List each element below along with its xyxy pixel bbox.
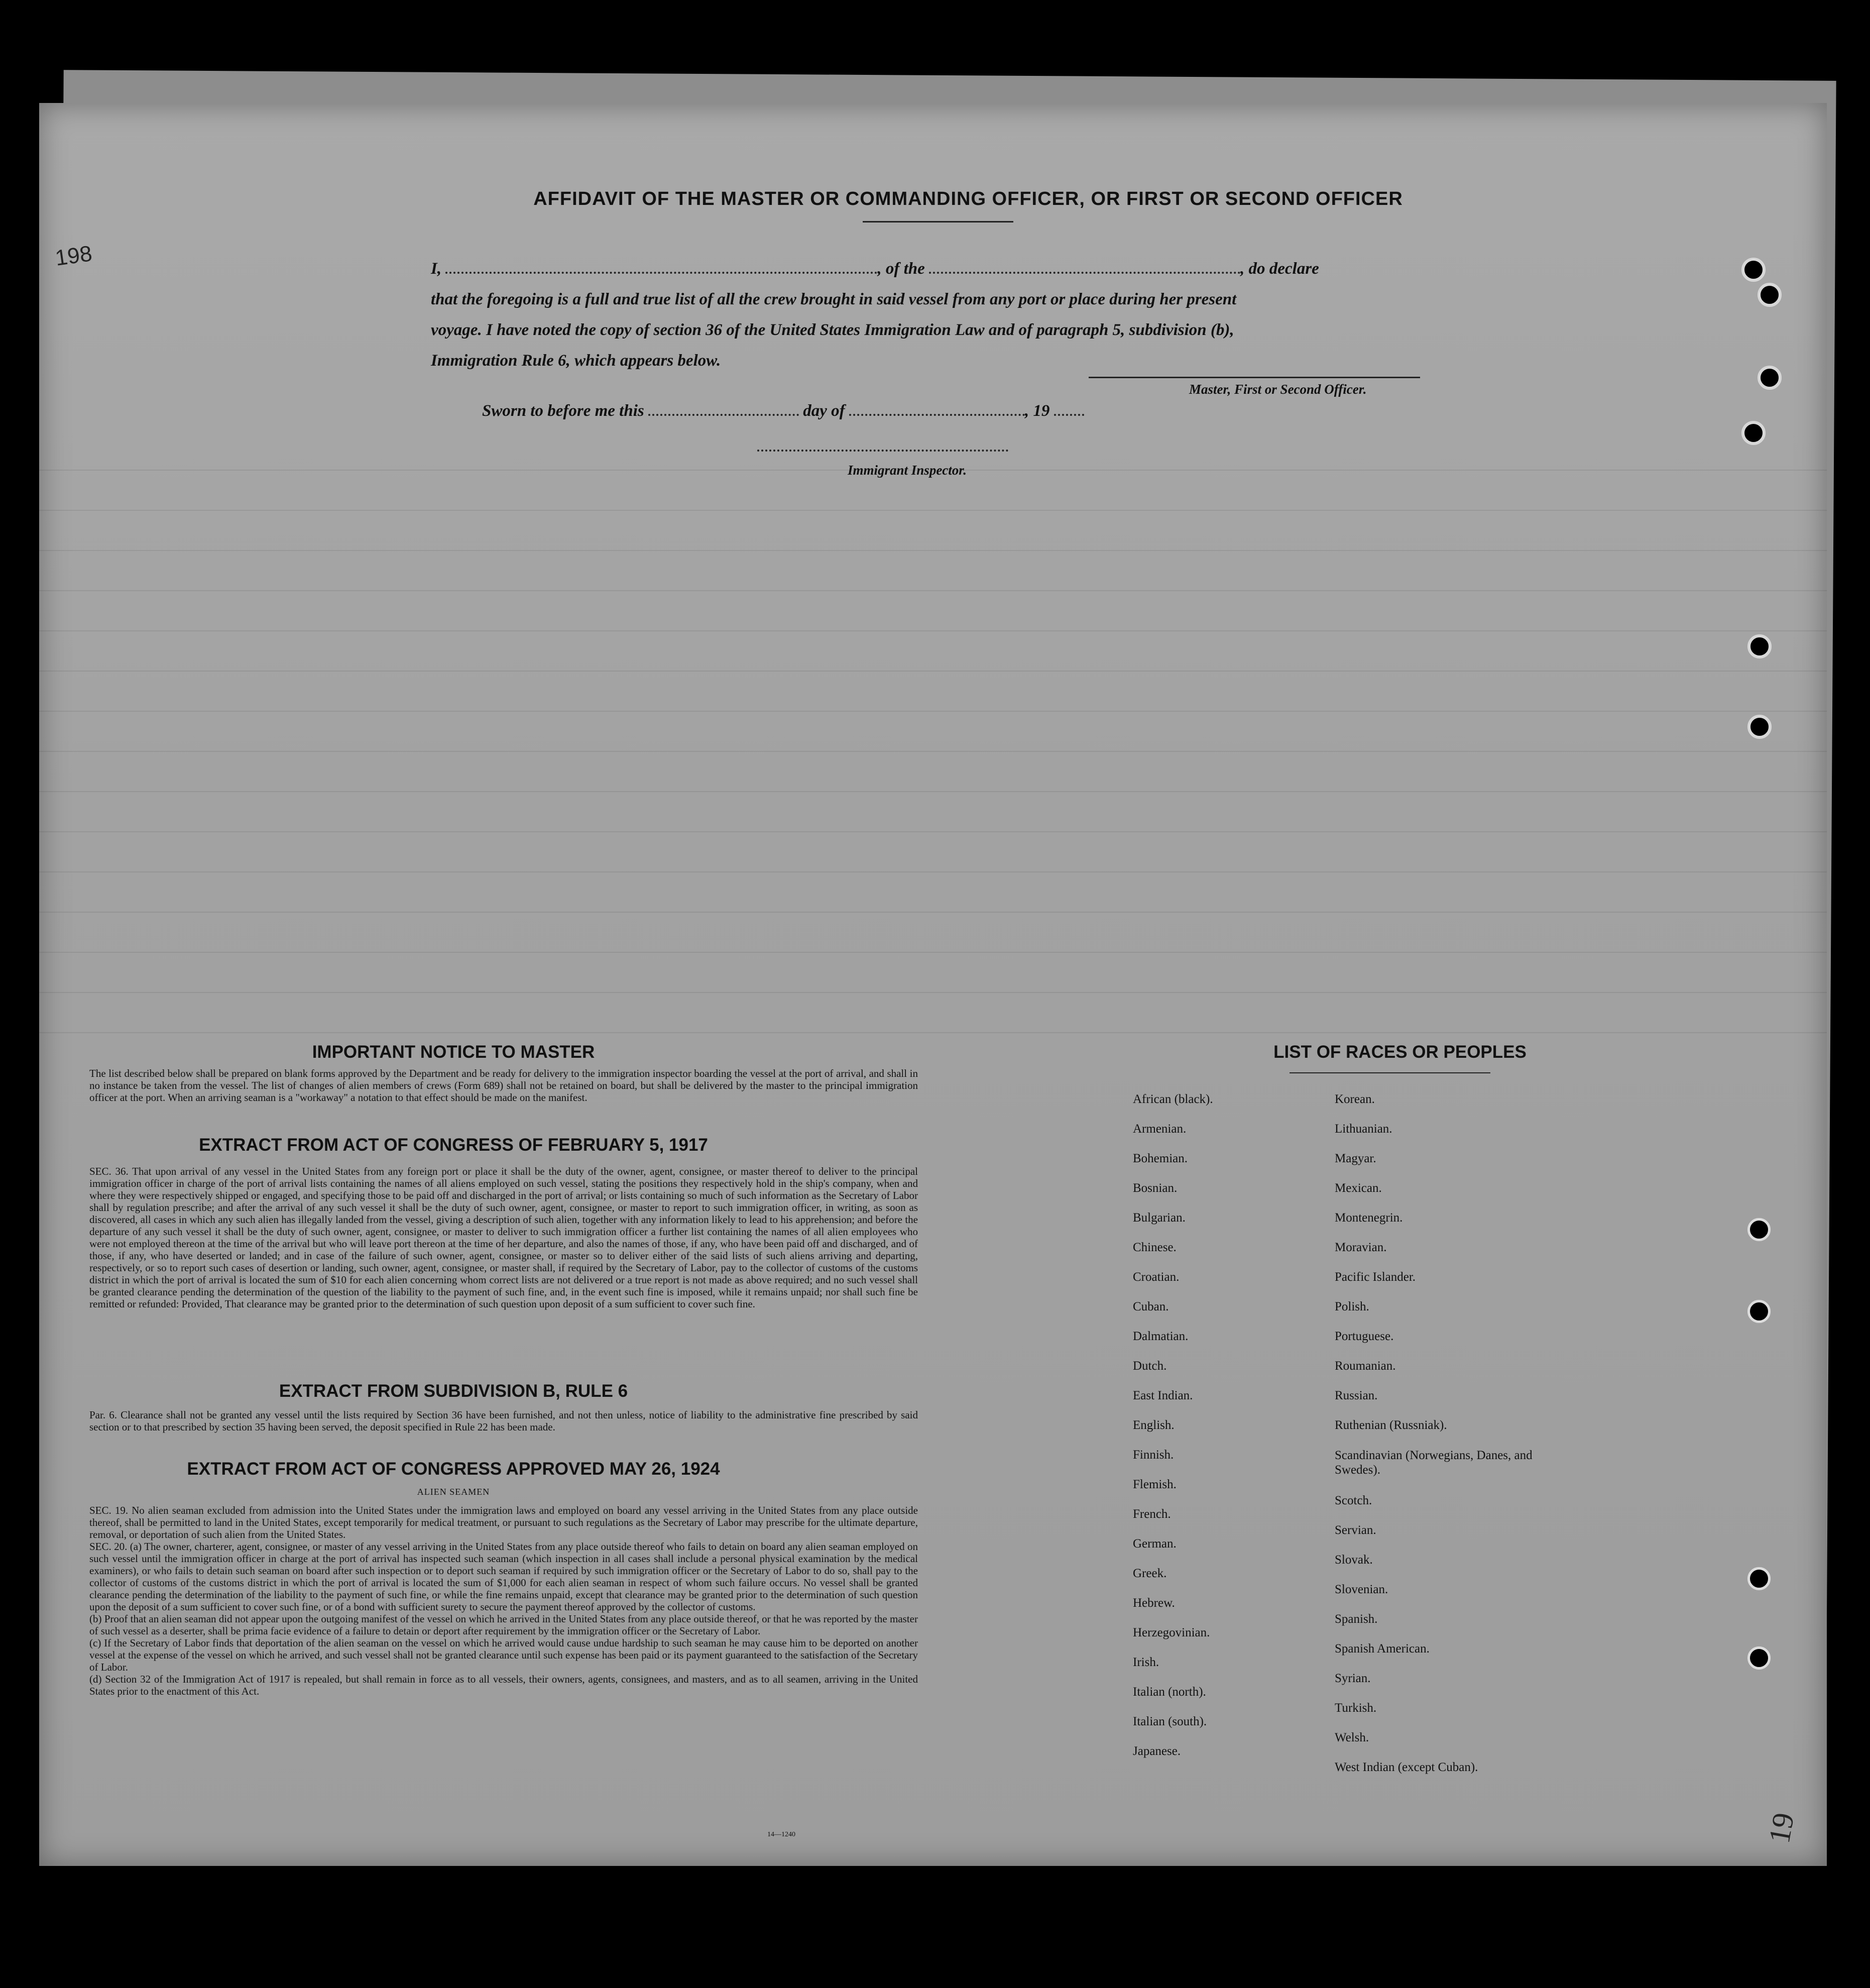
race-item: Hebrew. [1133, 1596, 1175, 1610]
binder-hole [1758, 366, 1782, 390]
race-item: Italian (south). [1133, 1715, 1207, 1728]
binder-hole [1741, 258, 1766, 282]
race-item: French. [1133, 1507, 1171, 1521]
inspector-signature-label: Immigrant Inspector. [848, 463, 967, 478]
sworn-day-blank[interactable] [648, 414, 799, 416]
extract-1924-subtitle: ALIEN SEAMEN [417, 1487, 490, 1497]
race-item: Pacific Islander. [1335, 1270, 1416, 1284]
binder-hole [1741, 421, 1766, 445]
inspector-signature-line[interactable] [757, 450, 1008, 452]
notice-body: The list described below shall be prepared on blank forms approved by the Department and be ready for delivery to the immigration inspector boarding the vessel at the port of arrival, and shall in no instance be taken from the vessel. The list of changes of alien members of crews (Form 689) shall not be retained on board, but shall be delivered by the master to the principal immigration officer at the port. When an arriving seaman is a "workaway" a notation to that effect should be made on the manifest. [89, 1067, 918, 1103]
extract-1924-title: EXTRACT FROM ACT OF CONGRESS APPROVED MAY 26, 1924 [187, 1459, 720, 1479]
race-item: Cuban. [1133, 1300, 1169, 1313]
race-item: Spanish American. [1335, 1642, 1430, 1655]
affidavit-title: AFFIDAVIT OF THE MASTER OR COMMANDING OFFICER, OR FIRST OR SECOND OFFICER [533, 188, 1403, 209]
title-rule [863, 221, 1013, 223]
race-item: Syrian. [1335, 1672, 1371, 1685]
race-item: Dutch. [1133, 1359, 1167, 1373]
race-item: African (black). [1133, 1092, 1213, 1106]
race-item: Dalmatian. [1133, 1330, 1189, 1343]
master-signature-label: Master, First or Second Officer. [1189, 382, 1367, 397]
race-item: Turkish. [1335, 1701, 1377, 1715]
sworn-line [482, 402, 1084, 420]
race-item: Ruthenian (Russniak). [1335, 1418, 1447, 1432]
race-item: Chinese. [1133, 1241, 1177, 1254]
race-item: Polish. [1335, 1300, 1369, 1313]
binder-hole [1747, 634, 1772, 658]
race-item: Bulgarian. [1133, 1211, 1186, 1225]
day-of-label: day of [803, 402, 845, 420]
extract-1917-body: SEC. 36. That upon arrival of any vessel in the United States from any foreign port or place it shall be the duty of the owner, agent, consignee, or master thereof to deliver to the principal immigration officer in charge of the port of arrival lists containing the names of all aliens employed on such vessel, stating the positions they respectively hold in the ship's company, when and where they were respectively shipped or engaged, and specifying those to be paid off and discharged in the port of arrival; or lists containing so much of such information as the Secretary of Labor shall by regulation prescribe; and after the arrival of any such vessel it shall be the duty of such owner, agent, consignee, or master to report to such immigration officer, in writing, as soon as discovered, all cases in which any such alien has illegally landed from the vessel, giving a description of such alien, together with any information likely to lead to his apprehension; and before the departure of any such vessel it shall be the duty of such owner, agent, consignee, or master to deliver to such immigration officer a further list containing the names of all alien employees who were not employed thereon at the time of the arrival but who will leave port thereon at the time of her departure, and also the names of those, if any, who have been paid off and discharged, and of those, if any, who have deserted or landed; and in case of the failure of such owner, agent, consignee, or master so to deliver either of the said lists of such aliens arriving and departing, respectively, or so to report such cases of desertion or landing, such owner, agent, consignee, or master shall, if required by the Secretary of Labor, pay to the collector of customs of the customs district in which the port of arrival is located the sum of $10 for each alien concerning whom correct lists are not delivered or a true report is not made as above required; and no such vessel shall be granted clearance pending the determination of the question of the liability to the payment of such fine, and, in the event such fine is imposed, while it remains unpaid; nor shall such fine be remitted or refunded: Provided, That clearance may be granted prior to the determination of such question upon deposit of a sum sufficient to cover such fine. [89, 1165, 918, 1310]
affidavit-line-1: that the foregoing is a full and true list of all the crew brought in said vessel from any port or place during her present [431, 290, 1237, 308]
race-item: Scandinavian (Norwegians, Danes, and Swedes). [1335, 1449, 1533, 1477]
race-item: Finnish. [1133, 1448, 1174, 1462]
binder-hole [1747, 1218, 1771, 1241]
name-blank[interactable] [445, 260, 877, 274]
race-item: Portuguese. [1335, 1330, 1394, 1343]
race-item: Herzegovinian. [1133, 1626, 1210, 1639]
year-label: , 19 [1024, 402, 1050, 420]
extract-rule6-title: EXTRACT FROM SUBDIVISION B, RULE 6 [279, 1381, 628, 1401]
race-item: Mexican. [1335, 1181, 1382, 1195]
race-item: Italian (north). [1133, 1685, 1206, 1699]
race-item: Korean. [1335, 1092, 1375, 1106]
race-item: East Indian. [1133, 1389, 1193, 1402]
race-item: Armenian. [1133, 1122, 1187, 1136]
affidavit-line-3: Immigration Rule 6, which appears below. [431, 352, 721, 370]
race-item: West Indian (except Cuban). [1335, 1760, 1478, 1774]
race-item: Slovenian. [1335, 1583, 1388, 1596]
extract-1924-body: SEC. 19. No alien seaman excluded from admission into the United States under the immigration laws and employed on board any vessel arriving in the United States from any place outside thereof, shall be permitted to land in the United States, except temporarily for medical treatment, or pursuant to such regulations as the Secretary of Labor may prescribe for the ultimate departure, removal, or deportation of such alien from the United States. SEC. 20. (a) The owner, charterer, agent, consignee, or master of any vessel arriving in the United States from any place outside thereof who fails to detain on board any alien seaman employed on such vessel until the immigration officer in charge at the port of arrival has inspected such seaman (which inspection in all cases shall include a personal physical examination by the medical examiners), or who fails to detain such seaman on board after such inspection or to deport such seaman if required by such immigration officer or the Secretary of Labor to do so, shall pay to the collector of customs of the customs district in which the port of arrival is located the sum of $1,000 for each alien seaman in respect of whom such failure occurs. No vessel shall be granted clearance pending the determination of the liability to the payment of such fine, or while the fine remains unpaid, except that clearance may be granted prior to the determination of such question upon the deposit of a sum sufficient to cover such fine, or of a bond with sufficient surety to secure the payment thereof approved by the collector of customs. (b) Proof that an alien seaman did not appear upon the outgoing manifest of the vessel on which he arrived in the United States from any place outside thereof, or that he was reported by the master of such vessel as a deserter, shall be prima facie evidence of a failure to detain or deport after requirement by the immigration officer or the Secretary of Labor. (c) If the Secretary of Labor finds that deportation of the alien seaman on the vessel on which he arrived would cause undue hardship to such seaman he may cause him to be deported on another vessel at the expense of the vessel on which he arrived, and such vessel shall not be granted clearance until such expense has been paid or its payment guaranteed to the satisfaction of the Secretary of Labor. (d) Section 32 of the Immigration Act of 1917 is repealed, but shall remain in force as to all vessels, their owners, agents, consignees, and masters, and as to all seamen, arriving in the United States prior to the enactment of this Act. [89, 1504, 918, 1697]
affidavit-body [431, 254, 1465, 376]
binder-hole [1758, 283, 1782, 307]
race-item: Moravian. [1335, 1241, 1387, 1254]
form-number: 14—1240 [767, 1831, 795, 1838]
master-signature-line[interactable] [1089, 377, 1420, 378]
corner-number: 19 [1762, 1810, 1801, 1846]
race-item: Lithuanian. [1335, 1122, 1392, 1136]
race-item: Greek. [1133, 1567, 1167, 1580]
race-item: Slovak. [1335, 1553, 1373, 1567]
affidavit-line-2: voyage. I have noted the copy of section 36 of the United States Immigration Law and of paragraph 5, subdivision (b), [431, 321, 1234, 339]
race-item: English. [1133, 1418, 1175, 1432]
race-item: Russian. [1335, 1389, 1378, 1402]
binder-hole [1747, 715, 1772, 739]
affidavit-of-the: , of the [877, 260, 925, 278]
manifest-page [39, 103, 1827, 1866]
extract-rule6-body: Par. 6. Clearance shall not be granted any vessel until the lists required by Section 36 have been furnished, and not then unless, notice of liability to the administrative fine prescribed by said section or to that prescribed by section 35 having been served, the deposit specified in Rule 22 has been made. [89, 1409, 918, 1433]
notice-title: IMPORTANT NOTICE TO MASTER [312, 1042, 595, 1062]
races-title: LIST OF RACES OR PEOPLES [1273, 1042, 1527, 1062]
extract-1917-title: EXTRACT FROM ACT OF CONGRESS OF FEBRUARY 5, 1917 [199, 1135, 708, 1155]
race-item: Servian. [1335, 1523, 1376, 1537]
affidavit-do-declare: , do declare [1240, 260, 1319, 278]
race-item: German. [1133, 1537, 1177, 1551]
sworn-month-blank[interactable] [849, 414, 1025, 416]
race-item: Magyar. [1335, 1152, 1376, 1165]
vessel-blank[interactable] [929, 260, 1240, 274]
race-item: Bosnian. [1133, 1181, 1178, 1195]
race-item: Scotch. [1335, 1494, 1372, 1507]
binder-hole [1747, 1567, 1771, 1590]
race-item: Roumanian. [1335, 1359, 1396, 1373]
sworn-year-blank[interactable] [1054, 414, 1084, 416]
race-item: Flemish. [1133, 1478, 1177, 1491]
race-item: Welsh. [1335, 1731, 1369, 1744]
race-item: Japanese. [1133, 1744, 1181, 1758]
margin-number: 198 [53, 241, 94, 271]
binder-hole [1747, 1300, 1771, 1323]
sworn-label: Sworn to before me this [482, 402, 644, 420]
race-item: Spanish. [1335, 1612, 1378, 1626]
affidavit-line-declare [431, 254, 1465, 284]
races-rule [1290, 1072, 1490, 1073]
affidavit-i: I, [431, 260, 442, 278]
race-item: Montenegrin. [1335, 1211, 1403, 1225]
binder-hole [1747, 1646, 1771, 1670]
race-item: Bohemian. [1133, 1152, 1188, 1165]
race-item: Irish. [1133, 1655, 1159, 1669]
race-item: Croatian. [1133, 1270, 1180, 1284]
